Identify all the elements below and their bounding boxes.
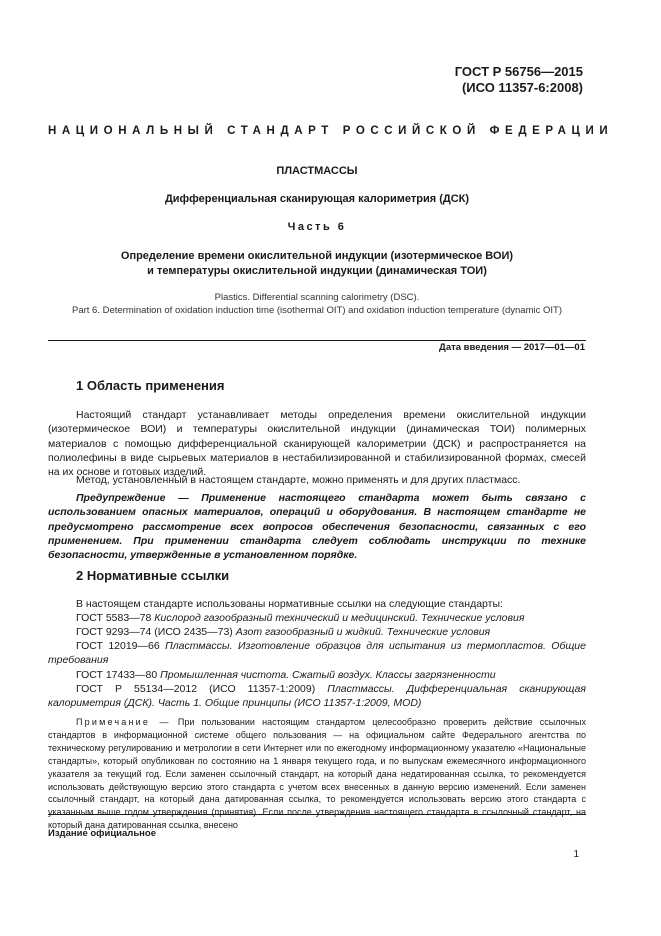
part-title [48, 249, 586, 279]
reference-code: ГОСТ 5583—78 [76, 612, 152, 624]
note-text: При пользовании настоящим стандартом целесообразно проверить действие ссылочных стандартов в информационной системе общего пользования — на официальном сайте Федерального агентства по техническому регулированию и метрологии в сети Интернет или по ежегодному информационному указателю «Национальные стандарты», который опубликован по состоянию на 1 января текущего года, и по выпускам ежемесячного информационного указателя за текущий год. Если заменен ссылочный стандарт, на который дана недатированная ссылка, то рекомендуется использовать действующую версию этого стандарта с учетом всех внесенных в данную версию изменений. Если заменен ссылочный стандарт, на который дана датированная ссылка, то рекомендуется использовать версию этого стандарта с указанным выше годом утверждения (принятия). Если после утверждения настоящего стандарта в ссылочный стандарт, на который дана датированная ссылка, внесено [48, 717, 586, 831]
edition-label: Издание официальное [48, 828, 156, 839]
section-heading-references: 2 Нормативные ссылки [76, 568, 230, 583]
part-label: Часть 6 [287, 221, 347, 233]
iso-code: (ИСО 11357-6:2008) [461, 80, 583, 95]
reference-item [48, 668, 586, 682]
reference-title: Промышленная чистота. Сжатый воздух. Классы загрязненности [160, 669, 496, 681]
references-intro: В настоящем стандарте использованы нормативные ссылки на следующие стандарты: [76, 598, 503, 610]
english-title-line: Plastics. Differential scanning calorimetry (DSC). [214, 292, 420, 303]
reference-code: ГОСТ Р 55134—2012 (ИСО 11357-1:2009) [76, 683, 316, 695]
part-title-line: Определение времени окислительной индукции (изотермическое ВОИ) [120, 250, 514, 262]
warning-label: Предупреждение — [76, 492, 189, 504]
note-label: Примечание — [76, 717, 171, 727]
warning-paragraph [48, 491, 586, 562]
divider [48, 814, 586, 815]
reference-item [48, 639, 586, 668]
reference-title: Пластмассы. Изготовление образцов для испытания из термопластов. Общие требования [48, 640, 586, 667]
scope-paragraph: Метод, установленный в настоящем стандарте, можно применять и для других пластмасс. [76, 474, 521, 486]
english-title-line: Part 6. Determination of oxidation induction time (isothermal OIT) and oxidation induction temperature (dynamic OIT) [71, 305, 562, 316]
page-number: 1 [573, 849, 579, 860]
reference-title: Кислород газообразный технический и медицинский. Технические условия [154, 612, 525, 624]
reference-title: Азот газообразный и жидкий. Технические условия [235, 626, 491, 638]
reference-code: ГОСТ 17433—80 [76, 669, 158, 681]
document-title: ПЛАСТМАССЫ [276, 165, 358, 177]
scope-paragraph: Настоящий стандарт устанавливает методы определения времени окислительной индукции (изотермическое ВОИ) и температуры окислительной индукции (динамическая ТОИ) полимерных материалов с помощью дифференциальной сканирующей калориметрии (ДСК) и распространяется на полиолефины в виде сырьевых материалов в нестабилизированной и стабилизированной формах, смесей на их основе и готовых изделий. [48, 409, 586, 479]
warning-text: Применение настоящего стандарта может быть связано с использованием опасных материалов, операций и оборудования. В настоящем стандарте не предусмотрено рассмотрение всех вопросов обеспечения безопасности, связанных с его применением. При применении стандарта следует соблюдать инструкции по технике безопасности, утвержденные в установленном порядке. [48, 492, 586, 562]
reference-item [48, 625, 586, 639]
section-heading-scope: 1 Область применения [76, 378, 225, 393]
document-subtitle: Дифференциальная сканирующая калориметрия (ДСК) [164, 193, 470, 205]
standard-designation [455, 64, 583, 96]
reference-item [48, 682, 586, 711]
reference-code: ГОСТ 12019—66 [76, 640, 160, 652]
divider [48, 340, 586, 341]
english-title [48, 291, 586, 317]
reference-title: Пластмассы. Дифференциальная сканирующая калориметрия (ДСК). Часть 1. Общие принципы (ИСО 11357-1:2009, MOD) [48, 683, 587, 710]
reference-code: ГОСТ 9293—74 (ИСО 2435—73) [76, 626, 233, 638]
standard-code: ГОСТ Р 56756—2015 [454, 64, 583, 79]
part-title-line: и температуры окислительной индукции (динамическая ТОИ) [147, 265, 487, 277]
introduction-date: Дата введения — 2017—01—01 [439, 342, 585, 353]
reference-item [48, 611, 586, 625]
national-standard-banner: НАЦИОНАЛЬНЫЙ СТАНДАРТ РОССИЙСКОЙ ФЕДЕРАЦИИ [48, 125, 614, 137]
